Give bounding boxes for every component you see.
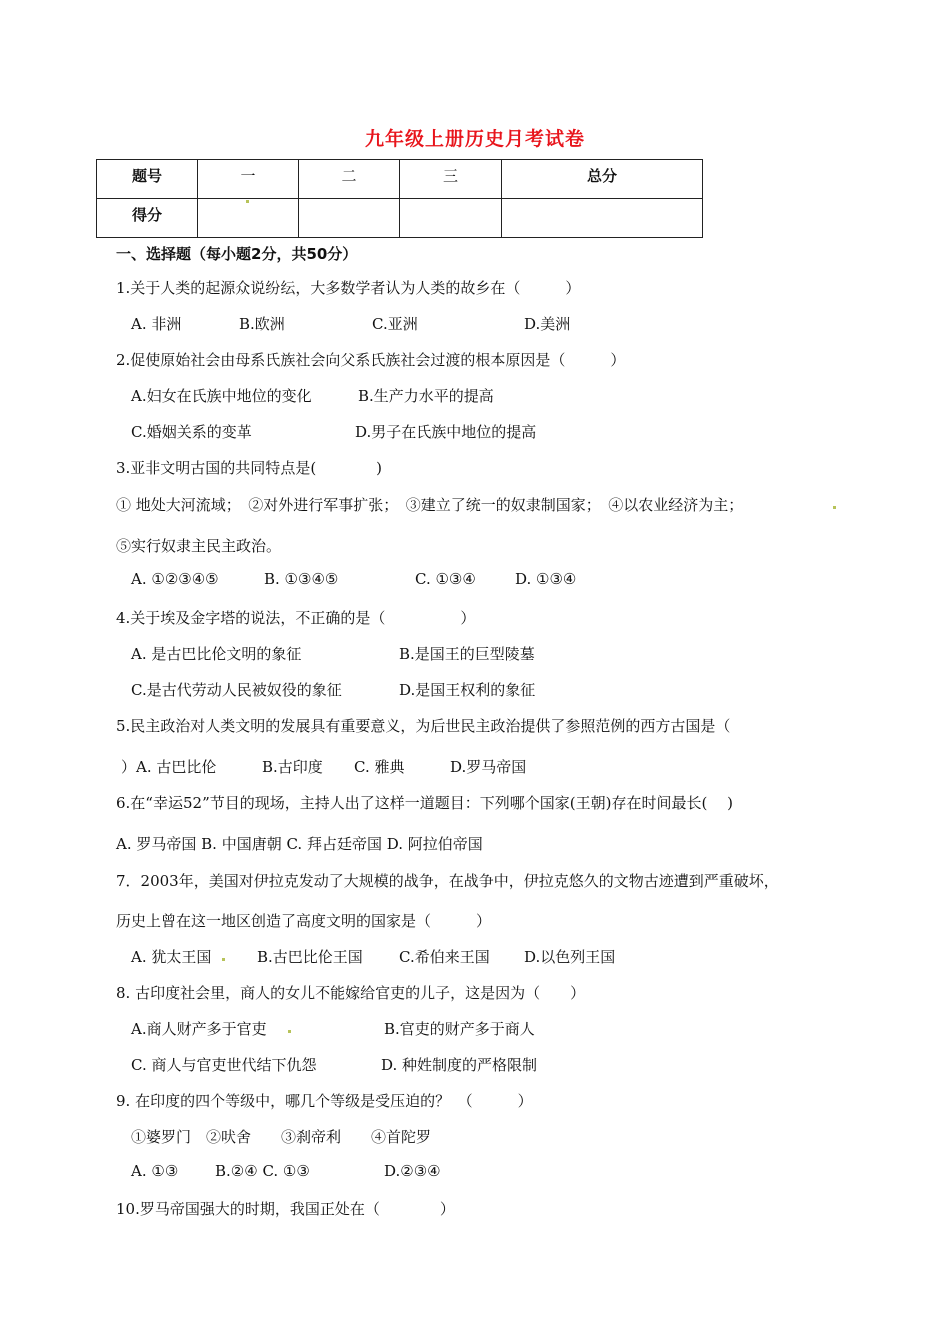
score-cell-2 [299, 199, 400, 238]
option-d: D.罗马帝国 [450, 758, 527, 776]
option-d: D.男子在氏族中地位的提高 [355, 423, 537, 441]
question-3-stem: 3.亚非文明古国的共同特点是( ) [116, 459, 383, 477]
score-table [96, 159, 703, 238]
option-c: C.希伯来王国 [399, 948, 490, 966]
question-3-statements: ① 地处大河流域； ②对外进行军事扩张； ③建立了统一的奴隶制国家； ④以农业经济为主； [116, 496, 744, 514]
question-8-options-row1 [131, 1018, 535, 1039]
row-label-score: 得分 [97, 199, 198, 238]
option-bc: B.②④ C. ①③ [215, 1162, 310, 1180]
question-1-stem: 1.关于人类的起源众说纷纭，大多数学者认为人类的故乡在（ ） [116, 279, 581, 297]
question-9-stem: 9. 在印度的四个等级中，哪几个等级是受压迫的？ （ ） [116, 1092, 533, 1110]
option-d: D.美洲 [524, 315, 571, 333]
scan-speck [246, 200, 249, 203]
option-a: A. 非洲 [131, 315, 182, 333]
question-4-options-row2 [131, 679, 535, 700]
score-cell-total [502, 199, 703, 238]
score-cell-3 [400, 199, 502, 238]
option-b: B.官吏的财产多于商人 [384, 1020, 535, 1038]
question-4-options-row1 [131, 643, 535, 664]
option-b: B. ①③④⑤ [264, 570, 339, 588]
header-cell-3: 三 [400, 160, 502, 199]
option-b: B.欧洲 [239, 315, 285, 333]
question-2-stem: 2.促使原始社会由母系氏族社会向父系氏族社会过渡的根本原因是（ ） [116, 351, 626, 369]
header-cell-2: 二 [299, 160, 400, 199]
option-b: B.生产力水平的提高 [358, 387, 494, 405]
scan-speck [288, 1030, 291, 1033]
question-5-options [121, 756, 526, 777]
question-2-options-row2 [131, 421, 536, 442]
option-c: C.是古代劳动人民被奴役的象征 [131, 681, 342, 699]
option-a: A. ①③ [131, 1162, 179, 1180]
option-c: C. 商人与官吏世代结下仇怨 [131, 1056, 317, 1074]
header-cell-label: 题号 [97, 160, 198, 199]
option-d: D.以色列王国 [524, 948, 616, 966]
question-10-stem: 10.罗马帝国强大的时期，我国正处在（ ） [116, 1200, 455, 1218]
score-table-header-row [97, 160, 703, 199]
option-c: C. 雅典 [354, 758, 405, 776]
question-7-options [131, 946, 615, 967]
question-7-stem: 7．2003年，美国对伊拉克发动了大规模的战争，在战争中，伊拉克悠久的文物古迹遭到严重破坏， [116, 872, 779, 890]
option-d: D. 种姓制度的严格限制 [381, 1056, 538, 1074]
exam-title: 九年级上册历史月考试卷 [364, 128, 585, 150]
question-4-stem: 4.关于埃及金字塔的说法，不正确的是（ ） [116, 609, 476, 627]
scan-speck [833, 506, 836, 509]
question-1-options [131, 313, 570, 334]
option-c: C. ①③④ [415, 570, 476, 588]
option-b: B.是国王的巨型陵墓 [399, 645, 535, 663]
question-5-stem: 5.民主政治对人类文明的发展具有重要意义，为后世民主政治提供了参照范例的西方古国是（ [116, 717, 731, 735]
question-3-statement-5: ⑤实行奴隶主民主政治。 [116, 537, 282, 555]
question-8-options-row2 [131, 1054, 537, 1075]
question-9-classes: ①婆罗门 ②吠舍 ③刹帝利 ④首陀罗 [131, 1128, 432, 1146]
option-b: B.古巴比伦王国 [257, 948, 363, 966]
option-b: B.古印度 [262, 758, 323, 776]
option-c: C.亚洲 [372, 315, 418, 333]
option-c: C.婚姻关系的变革 [131, 423, 252, 441]
question-6-options: A. 罗马帝国 B. 中国唐朝 C. 拜占廷帝国 D. 阿拉伯帝国 [116, 835, 483, 853]
option-a: A. ①②③④⑤ [131, 570, 219, 588]
header-cell-1: 一 [198, 160, 299, 199]
section-heading: 一、选择题（每小题2分，共50分） [116, 245, 358, 263]
option-d: D. ①③④ [515, 570, 577, 588]
question-8-stem: 8. 古印度社会里，商人的女儿不能嫁给官吏的儿子，这是因为（ ） [116, 984, 586, 1002]
option-a: A.商人财产多于官吏 [131, 1020, 267, 1038]
score-cell-1 [198, 199, 299, 238]
option-a: A. 是古巴比伦文明的象征 [131, 645, 302, 663]
question-2-options-row1 [131, 385, 494, 406]
option-d: D.②③④ [384, 1162, 441, 1180]
option-a: A.妇女在氏族中地位的变化 [131, 387, 312, 405]
option-d: D.是国王权利的象征 [399, 681, 536, 699]
question-3-options [131, 570, 576, 588]
option-a: A. 犹太王国 [131, 948, 212, 966]
question-6-stem: 6.在“幸运52”节目的现场，主持人出了这样一道题目：下列哪个国家(王朝)存在时间最长( ) [116, 794, 733, 812]
question-9-options [131, 1162, 441, 1180]
scan-speck [222, 958, 225, 961]
option-a: ）A. 古巴比伦 [121, 758, 217, 776]
question-7-stem-cont: 历史上曾在这一地区创造了高度文明的国家是（ ） [116, 912, 492, 930]
header-cell-total: 总分 [502, 160, 703, 199]
score-table-score-row [97, 199, 703, 238]
